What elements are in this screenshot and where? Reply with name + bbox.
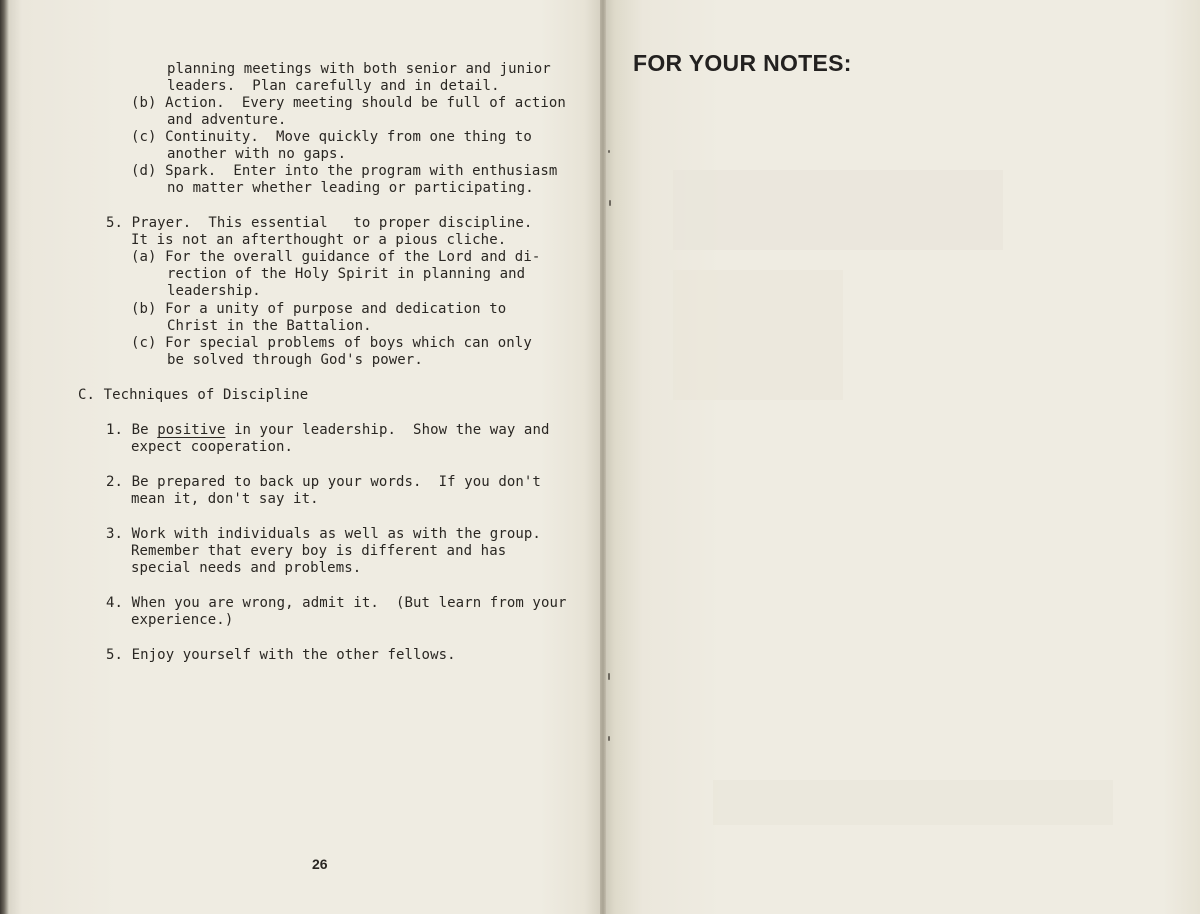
item-1-positive: 1. Be positive in your leadership. Show the way and <box>106 422 550 438</box>
item-3-individuals: 3. Work with individuals as well as with the group. <box>106 526 541 542</box>
paper-speck <box>608 673 610 680</box>
bleed-through-shadow <box>673 170 1003 250</box>
text-line: Remember that every boy is different and has <box>131 543 507 559</box>
text-line: leadership. <box>167 283 261 299</box>
bleed-through-shadow <box>673 270 843 340</box>
paper-speck <box>608 150 610 153</box>
item-4-wrong: 4. When you are wrong, admit it. (But learn from your <box>106 595 567 611</box>
text-line: another with no gaps. <box>167 146 347 162</box>
paper-speck <box>609 200 611 206</box>
item-5-prayer: 5. Prayer. This essential to proper discipline. <box>106 215 533 231</box>
text-line: special needs and problems. <box>131 560 362 576</box>
list-item-b-action: (b) Action. Every meeting should be full of action <box>131 95 566 111</box>
notes-heading: FOR YOUR NOTES: <box>633 50 852 76</box>
text-line: and adventure. <box>167 112 287 128</box>
book-gutter <box>600 0 606 914</box>
list-item-b-unity: (b) For a unity of purpose and dedication to <box>131 301 507 317</box>
bleed-through-shadow <box>673 340 843 400</box>
section-heading-techniques: C. Techniques of Discipline <box>78 387 309 403</box>
text-line: leaders. Plan carefully and in detail. <box>167 78 500 94</box>
list-item-c-continuity: (c) Continuity. Move quickly from one thing to <box>131 129 532 145</box>
positive-underlined: positive <box>157 422 226 438</box>
text-line: planning meetings with both senior and junior <box>167 61 551 77</box>
list-item-c-special-problems: (c) For special problems of boys which can only <box>131 335 532 351</box>
list-item-a-guidance: (a) For the overall guidance of the Lord and di- <box>131 249 541 265</box>
page-number: 26 <box>312 856 328 872</box>
text-line: be solved through God's power. <box>167 352 423 368</box>
text-line: mean it, don't say it. <box>131 491 319 507</box>
text-line: Christ in the Battalion. <box>167 318 372 334</box>
text-line: experience.) <box>131 612 234 628</box>
list-item-d-spark: (d) Spark. Enter into the program with enthusiasm <box>131 163 558 179</box>
bleed-through-shadow <box>713 780 1113 825</box>
text-line: It is not an afterthought or a pious cliche. <box>131 232 507 248</box>
text-line: expect cooperation. <box>131 439 294 455</box>
paper-speck <box>608 736 610 741</box>
text-line: no matter whether leading or participating. <box>167 180 534 196</box>
right-page <box>603 0 1200 914</box>
item-5-enjoy: 5. Enjoy yourself with the other fellows. <box>106 647 456 663</box>
text-line: rection of the Holy Spirit in planning and <box>167 266 526 282</box>
item-2-prepared: 2. Be prepared to back up your words. If you don't <box>106 474 541 490</box>
